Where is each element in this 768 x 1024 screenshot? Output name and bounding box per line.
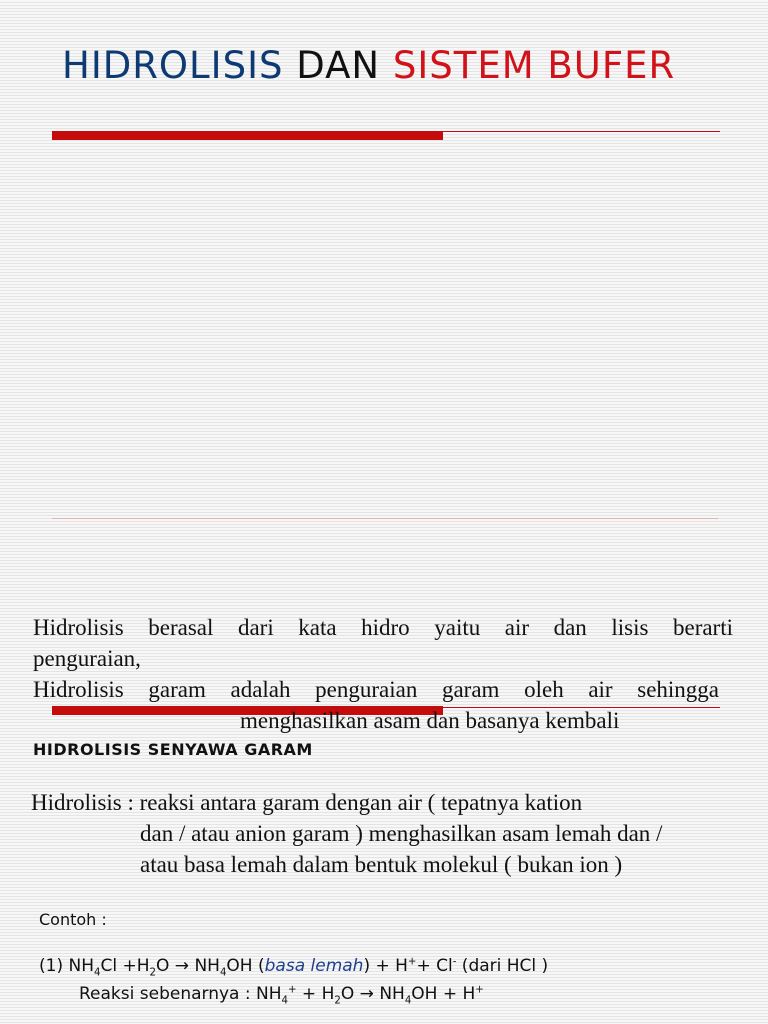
section-heading: HIDROLISIS SENYAWA GARAM (33, 740, 313, 759)
reaction-arrow-2: → (359, 984, 374, 1004)
intro-line-4: menghasilkan asam dan basanya kembali (240, 708, 620, 733)
equation-1: (1) $NH_4Cl +H_2O \to NH_4OH$ (basa lemah) + H++ Cl- (dari HCl ) (39, 956, 549, 979)
intro-line-1: Hidrolisis berasal dari kata hidro yaitu air dan lisis berarti (33, 615, 733, 640)
title-bar-thick (52, 131, 443, 140)
intro-line-3: Hidrolisis garam adalah penguraian garam oleh air sehingga (33, 677, 719, 702)
faint-divider (52, 518, 718, 519)
title-dan: DAN (296, 44, 381, 87)
page-title (62, 44, 675, 87)
definition-line-1: Hidrolisis : reaksi antara garam dengan air ( tepatnya kation (31, 790, 583, 815)
example-label: Contoh : (39, 910, 107, 929)
title-hidrolisis: HIDROLISIS (62, 44, 284, 87)
title-sistem-bufer: SISTEM BUFER (392, 44, 676, 87)
equation-2: Reaksi sebenarnya : $NH_4^+ + H_2O \to NH_4OH + H^+$ (79, 984, 484, 1007)
reaction-arrow: → (174, 956, 190, 976)
weak-base-label: basa lemah (264, 956, 364, 976)
title-bar-thin (443, 131, 720, 132)
definition-line-3: atau basa lemah dalam bentuk molekul ( bukan ion ) (140, 852, 623, 877)
definition-line-2: dan / atau anion garam ) menghasilkan asam lemah dan / (140, 821, 663, 846)
intro-line-2: penguraian, (33, 646, 141, 671)
intro-paragraph (33, 612, 733, 705)
